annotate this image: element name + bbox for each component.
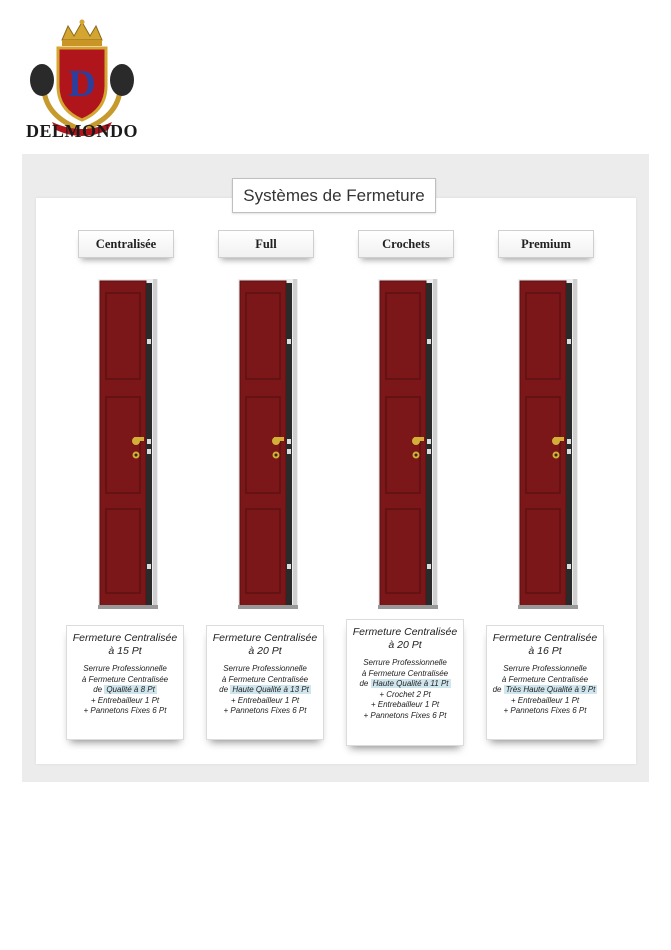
extras-list (350, 690, 460, 722)
extra-item: + Pannetons Fixes 6 Pt (83, 706, 167, 715)
system-tab[interactable]: Crochets (358, 230, 454, 258)
card-title: Fermeture Centralisée (492, 632, 598, 644)
system-tab[interactable]: Premium (498, 230, 594, 258)
lock-spec-card (346, 619, 464, 746)
lock-system-column (191, 230, 331, 760)
card-title: Fermeture Centralisée (212, 632, 318, 644)
card-points: à 20 Pt (388, 639, 422, 651)
door-image (238, 279, 298, 609)
extra-item: + Entrebailleur 1 Pt (510, 695, 580, 705)
spec-line-2: à Fermeture Centralisée (81, 674, 169, 684)
lock-system-column (331, 230, 471, 760)
card-points: à 16 Pt (528, 645, 562, 657)
extras-list (490, 696, 600, 717)
spec-line-3-prefix: de (93, 685, 103, 694)
spec-line-3 (350, 679, 460, 690)
quality-highlight: Haute Qualité à 13 Pt (232, 685, 309, 694)
spec-line-3-prefix: de (219, 685, 229, 694)
extra-item: + Entrebailleur 1 Pt (230, 695, 300, 705)
spec-line-1: Serrure Professionnelle (363, 658, 447, 667)
spec-line-2: à Fermeture Centralisée (501, 674, 589, 684)
lock-spec-card (66, 625, 184, 740)
extra-item: + Crochet 2 Pt (379, 689, 431, 699)
quality-highlight: Qualité à 8 Pt (106, 685, 155, 694)
extra-item: + Pannetons Fixes 6 Pt (503, 706, 587, 715)
lock-system-column (471, 230, 611, 760)
card-points: à 20 Pt (248, 645, 282, 657)
lock-system-column (51, 230, 191, 760)
spec-line-1: Serrure Professionnelle (223, 664, 307, 673)
spec-line-3-prefix: de (492, 685, 502, 694)
extras-list (70, 696, 180, 717)
spec-line-3 (490, 685, 600, 696)
lock-spec-card (486, 625, 604, 740)
logo-letter: D (68, 63, 96, 105)
spec-line-2: à Fermeture Centralisée (361, 668, 449, 678)
card-points: à 15 Pt (108, 645, 142, 657)
spec-line-3-prefix: de (359, 679, 369, 688)
system-tab[interactable]: Centralisée (78, 230, 174, 258)
door-image (518, 279, 578, 609)
spec-line-1: Serrure Professionnelle (83, 664, 167, 673)
extra-item: + Entrebailleur 1 Pt (370, 700, 440, 709)
card-title: Fermeture Centralisée (352, 626, 458, 638)
brand-name: DELMONDO (26, 121, 138, 141)
card-title: Fermeture Centralisée (72, 632, 178, 644)
extra-item: + Pannetons Fixes 6 Pt (363, 710, 447, 720)
extras-list (210, 696, 320, 717)
door-image (98, 279, 158, 609)
door-image (378, 279, 438, 609)
lock-spec-card (206, 625, 324, 740)
extra-item: + Pannetons Fixes 6 Pt (223, 706, 307, 715)
spec-line-1: Serrure Professionnelle (503, 664, 587, 673)
spec-line-3 (210, 685, 320, 696)
spec-line-2: à Fermeture Centralisée (221, 674, 309, 684)
section-title: Systèmes de Fermeture (232, 178, 436, 213)
quality-highlight: Très Haute Qualité à 9 Pt (505, 685, 596, 694)
spec-line-3 (70, 685, 180, 696)
extra-item: + Entrebailleur 1 Pt (90, 695, 160, 705)
system-tab[interactable]: Full (218, 230, 314, 258)
quality-highlight: Haute Qualité à 11 Pt (372, 679, 449, 688)
